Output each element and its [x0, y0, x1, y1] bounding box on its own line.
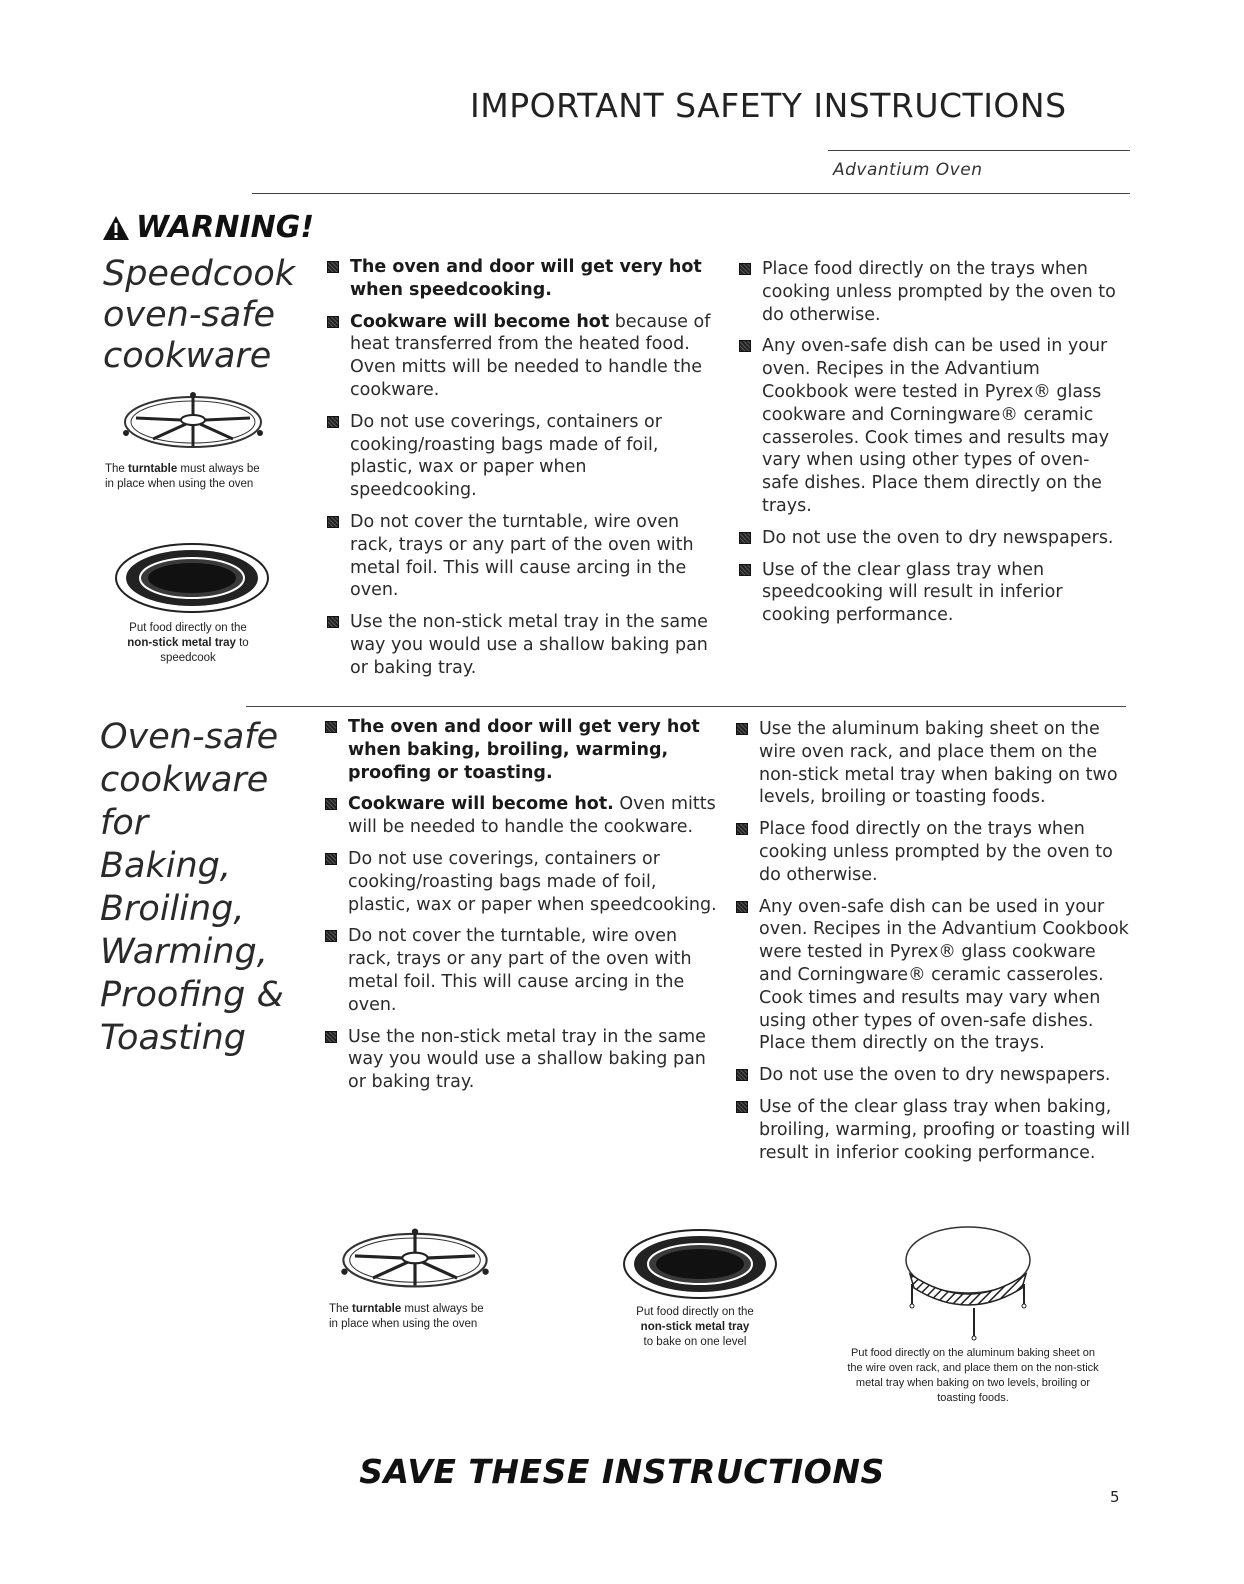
list-item — [736, 896, 1131, 1056]
turntable-caption-bottom — [329, 1302, 519, 1332]
list-item — [327, 256, 717, 302]
item-text: Oven mitts will be needed to handle the cookware. — [348, 794, 716, 838]
square-bullet-icon — [325, 930, 337, 942]
list-item — [739, 335, 1124, 517]
item-text: Do not use the oven to dry newspapers. — [762, 527, 1114, 548]
caption-text: to — [235, 637, 249, 649]
warning-triangle-icon — [102, 215, 130, 241]
item-bold: Cookware will become hot — [350, 311, 610, 332]
caption-text: The — [329, 1303, 353, 1315]
caption-bold: non-stick metal tray — [640, 1321, 750, 1333]
ovensafe-title-line: Toasting — [100, 1018, 246, 1058]
caption-text: The — [105, 463, 129, 475]
item-text: because of heat transferred from the heated food. Oven mitts will be needed to handle the cookware. — [350, 311, 711, 400]
nonstick-tray-illustration — [112, 540, 272, 616]
item-bold: Cookware will become hot. — [348, 794, 614, 815]
square-bullet-icon — [327, 416, 339, 428]
ovensafe-title-line: Broiling, — [100, 889, 245, 929]
item-text: Use the non-stick metal tray in the same way you would use a shallow baking pan or baking tray. — [348, 1026, 706, 1093]
nonstick-tray-caption-bottom — [610, 1305, 780, 1350]
square-bullet-icon — [736, 1069, 748, 1081]
list-item — [325, 925, 720, 1016]
item-text: Do not use the oven to dry newspapers. — [759, 1065, 1111, 1086]
list-item — [736, 818, 1131, 886]
caption-text: Put food directly on the — [636, 1306, 754, 1318]
caption-text: Put food directly on the — [129, 622, 247, 634]
turntable-caption — [105, 462, 295, 492]
nonstick-tray-illustration — [620, 1226, 780, 1302]
item-bold: The oven and door will get very hot when speedcooking. — [350, 257, 702, 300]
item-text: Do not cover the turntable, wire oven rack, trays or any part of the oven with metal foil. This will cause arcing in the oven. — [350, 511, 694, 601]
square-bullet-icon — [325, 1031, 337, 1043]
square-bullet-icon — [327, 261, 339, 273]
list-item — [739, 258, 1124, 326]
square-bullet-icon — [327, 516, 339, 528]
list-item — [736, 1096, 1131, 1164]
list-item — [327, 511, 717, 602]
speedcook-column-2 — [739, 258, 1124, 636]
speedcook-column-1 — [327, 256, 717, 689]
turntable-illustration — [336, 1218, 494, 1298]
ovensafe-title-line: Oven-safe — [100, 717, 279, 757]
save-instructions-heading: SAVE THESE INSTRUCTIONS — [359, 1452, 885, 1491]
section-divider — [246, 706, 1126, 707]
list-item — [327, 311, 717, 402]
square-bullet-icon — [739, 340, 751, 352]
square-bullet-icon — [327, 316, 339, 328]
item-text: Use of the clear glass tray when baking, broiling, warming, proofing or toasting will result in inferior cooking performance. — [759, 1096, 1131, 1163]
caption-text: in place when using the oven — [105, 478, 254, 490]
turntable-illustration — [118, 384, 268, 456]
caption-text: Put food directly on the aluminum baking sheet on the wire oven rack, and place them on the non-stick metal tray when baking on two levels, broiling or toasting foods. — [847, 1347, 1099, 1404]
list-item — [327, 611, 717, 679]
item-text: Use the non-stick metal tray in the same way you would use a shallow baking pan or baking tray. — [350, 612, 708, 678]
ovensafe-column-1 — [325, 716, 720, 1103]
list-item — [327, 411, 717, 502]
ovensafe-title-line: Warming, — [100, 932, 268, 972]
list-item — [325, 1026, 720, 1094]
list-item — [739, 527, 1124, 550]
item-text: Do not cover the turntable, wire oven rack, trays or any part of the oven with metal foil. This will cause arcing in the oven. — [348, 926, 692, 1015]
list-item — [325, 716, 720, 784]
caption-text: in place when using the oven — [329, 1318, 478, 1330]
baking-sheet-rack-illustration — [898, 1222, 1038, 1344]
baking-sheet-caption — [844, 1346, 1102, 1406]
list-item — [736, 1064, 1131, 1087]
ovensafe-title-line: Baking, — [100, 846, 231, 886]
ovensafe-column-2 — [736, 718, 1131, 1173]
square-bullet-icon — [736, 901, 748, 913]
item-text: Any oven-safe dish can be used in your oven. Recipes in the Advantium Cookbook were tested in Pyrex® glass cookware and Corningware® ceramic casseroles. Cook times and results may vary when using other types of oven-safe dishes. Place them directly on the trays. — [759, 896, 1129, 1054]
nonstick-tray-caption — [108, 621, 268, 666]
item-text: Place food directly on the trays when cooking unless prompted by the oven to do otherwise. — [762, 259, 1116, 325]
warning-heading — [102, 210, 314, 245]
page-number: 5 — [1110, 1488, 1120, 1506]
ovensafe-section-title — [100, 716, 284, 1060]
item-bold: The oven and door will get very hot when baking, broiling, warming, proofing or toasting. — [348, 717, 700, 783]
square-bullet-icon — [736, 723, 748, 735]
speedcook-section-title — [103, 254, 295, 377]
list-item — [325, 848, 720, 916]
list-item — [736, 718, 1131, 809]
ovensafe-title-line: Proofing & — [100, 975, 284, 1015]
caption-bold: non-stick metal tray — [127, 637, 236, 649]
item-text: Any oven-safe dish can be used in your oven. Recipes in the Advantium Cookbook were tested in Pyrex® glass cookware and Corningware® ceramic casseroles. Cook times and results may vary when using other types of oven-safe dishes. Place them directly on the trays. — [762, 336, 1110, 516]
caption-bold: turntable — [352, 1303, 402, 1315]
caption-text: must always be — [401, 1303, 484, 1315]
item-text: Use of the clear glass tray when speedcooking will result in inferior cooking performance. — [762, 559, 1063, 626]
caption-text: to bake on one level — [643, 1336, 747, 1348]
square-bullet-icon — [739, 532, 751, 544]
square-bullet-icon — [736, 1101, 748, 1113]
ovensafe-title-line: cookware — [100, 760, 269, 800]
square-bullet-icon — [739, 263, 751, 275]
square-bullet-icon — [325, 798, 337, 810]
item-text: Place food directly on the trays when cooking unless prompted by the oven to do otherwise. — [759, 819, 1113, 885]
speedcook-title-line: cookware — [103, 336, 272, 376]
item-text: Do not use coverings, containers or cooking/roasting bags made of foil, plastic, wax or paper when speedcooking. — [348, 848, 717, 915]
product-subtitle: Advantium Oven — [833, 160, 983, 180]
square-bullet-icon — [327, 616, 339, 628]
square-bullet-icon — [739, 564, 751, 576]
caption-text: speedcook — [160, 652, 216, 664]
warning-label: WARNING! — [136, 210, 315, 245]
list-item — [739, 559, 1124, 627]
speedcook-title-line: oven-safe — [103, 295, 276, 335]
square-bullet-icon — [325, 721, 337, 733]
square-bullet-icon — [325, 853, 337, 865]
caption-text: must always be — [177, 463, 260, 475]
header-rule — [252, 193, 1130, 194]
square-bullet-icon — [736, 823, 748, 835]
item-text: Do not use coverings, containers or cooking/roasting bags made of foil, plastic, wax or paper when speedcooking. — [350, 411, 662, 501]
subtitle-rule — [828, 150, 1130, 151]
ovensafe-title-line: for — [100, 803, 149, 843]
speedcook-title-line: Speedcook — [103, 254, 296, 294]
list-item — [325, 793, 720, 839]
caption-bold: turntable — [128, 463, 178, 475]
item-text: Use the aluminum baking sheet on the wire oven rack, and place them on the non-stick metal tray when baking on two levels, broiling or toasting foods. — [759, 719, 1118, 808]
page-title: IMPORTANT SAFETY INSTRUCTIONS — [470, 86, 1067, 125]
